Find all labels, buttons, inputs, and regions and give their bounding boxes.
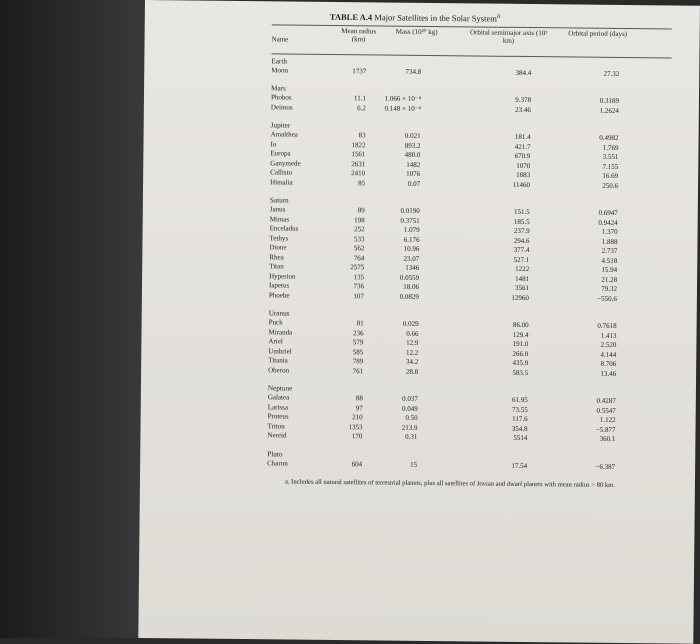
table-title-text: Major Satellites in the Solar System xyxy=(374,12,497,24)
orbital-period-cell: 1.413 xyxy=(600,331,617,340)
mass-cell: 1076 xyxy=(406,170,421,179)
semimajor-axis-cell: 1070 xyxy=(516,161,531,170)
orbital-period-cell: 0.7618 xyxy=(597,322,617,331)
semimajor-axis-cell: 117.6 xyxy=(512,415,528,424)
mean-radius-cell: 170 xyxy=(351,432,363,441)
orbital-period-cell: 2.737 xyxy=(601,247,618,256)
mean-radius-cell: 1353 xyxy=(348,422,363,432)
mass-cell: 10.96 xyxy=(403,245,420,254)
satellite-name: Mimas xyxy=(269,215,290,224)
planet-group xyxy=(267,384,668,446)
semimajor-axis-cell: 421.7 xyxy=(514,142,531,151)
satellite-name: Proteus xyxy=(267,412,289,421)
mean-radius-cell: 97 xyxy=(355,404,363,413)
mean-radius-cell: 2575 xyxy=(350,263,365,272)
header-mass: Mass (10²⁰ kg) xyxy=(395,27,438,36)
mean-radius-cell: 533 xyxy=(353,235,365,244)
orbital-period-cell: 1.122 xyxy=(599,416,616,425)
orbital-period-cell: 4.518 xyxy=(601,256,618,265)
semimajor-axis-cell: 73.55 xyxy=(511,405,528,414)
orbital-period-cell: 0.9424 xyxy=(598,218,618,227)
semimajor-axis-cell: 237.9 xyxy=(513,227,530,236)
planet-group xyxy=(268,309,669,380)
orbital-period-cell: 4.144 xyxy=(600,350,617,359)
satellite-name: Charon xyxy=(267,459,288,468)
footnote: a. Includes all natural satellites of terrestrial planets, plus all satellites of Jovian and dwarf planets with mean radius > 80 km. xyxy=(284,478,616,490)
semimajor-axis-cell: 191.0 xyxy=(512,340,529,349)
mass-cell: 1.066 × 10⁻⁴ xyxy=(384,94,422,104)
mass-cell: 213.9 xyxy=(401,423,418,432)
mass-cell: 0.66 xyxy=(406,329,419,338)
mass-cell: 0.0559 xyxy=(399,273,420,282)
header-radius: Mean radius (km) xyxy=(341,26,377,44)
satellite-name: Himalia xyxy=(270,178,293,187)
mean-radius-cell: 210 xyxy=(352,413,363,422)
mean-radius-cell: 2410 xyxy=(351,169,366,178)
satellite-name: Deimos xyxy=(270,103,293,112)
satellite-name: Amalthea xyxy=(270,130,298,139)
mass-cell: 12.2 xyxy=(406,348,419,357)
semimajor-axis-cell: 3561 xyxy=(514,284,530,293)
planet-name: Jupiter xyxy=(270,121,291,130)
orbital-period-cell: 2.520 xyxy=(600,341,617,350)
mean-radius-cell: 789 xyxy=(352,357,364,366)
semimajor-axis-cell: 129.4 xyxy=(512,330,529,339)
mean-radius-cell: 1737 xyxy=(352,67,367,76)
mean-radius-cell: 81 xyxy=(356,319,364,328)
mean-radius-cell: 764 xyxy=(353,254,365,263)
orbital-period-cell: −6.387 xyxy=(595,462,616,471)
semimajor-axis-cell: 12960 xyxy=(511,293,529,302)
planet-name: Earth xyxy=(271,57,287,66)
satellite-name: Enceladus xyxy=(269,224,299,233)
planet-name: Saturn xyxy=(269,196,289,205)
orbital-period-cell: 13.46 xyxy=(600,369,617,378)
mass-cell: 0.50 xyxy=(405,414,418,423)
orbital-period-cell: 21.28 xyxy=(601,275,618,284)
satellite-name: Phoebe xyxy=(268,291,290,300)
semimajor-axis-cell: 17.54 xyxy=(511,461,528,470)
satellite-name: Moon xyxy=(271,66,289,75)
mass-cell: 0.3751 xyxy=(400,216,420,225)
satellite-name: Dione xyxy=(269,243,287,252)
satellite-name: Io xyxy=(270,140,277,149)
planet-group xyxy=(269,196,670,305)
orbital-period-cell: 15.94 xyxy=(601,266,618,275)
satellite-name: Tethys xyxy=(269,234,289,243)
semimajor-axis-cell: 185.5 xyxy=(513,217,530,226)
mass-cell: 0.0190 xyxy=(400,207,420,216)
mean-radius-cell: 85 xyxy=(358,179,366,188)
orbital-period-cell: 0.5547 xyxy=(596,406,616,415)
satellite-name: Nereid xyxy=(267,431,287,440)
orbital-period-cell: 1.370 xyxy=(601,228,618,237)
semimajor-axis-cell: 181.4 xyxy=(514,133,531,142)
mass-cell: 734.8 xyxy=(405,67,422,76)
table-body xyxy=(267,56,671,473)
semimajor-axis-cell: 9.378 xyxy=(515,96,532,105)
mass-cell: 0.148 × 10⁻⁴ xyxy=(384,104,421,113)
title-note-marker: a xyxy=(496,11,501,20)
mass-cell: 1346 xyxy=(405,264,420,273)
orbital-period-cell: 7.155 xyxy=(602,162,619,171)
mass-cell: 0.029 xyxy=(402,320,419,329)
planet-name: Mars xyxy=(271,84,286,93)
satellite-name: Rhea xyxy=(269,253,284,262)
header-name: Name xyxy=(271,35,289,44)
semimajor-axis-cell: 266.0 xyxy=(512,349,529,358)
table-container xyxy=(267,9,672,490)
orbital-period-cell: 1.2624 xyxy=(599,106,619,115)
orbital-period-cell: −5.877 xyxy=(595,425,616,434)
mass-cell: 1.079 xyxy=(403,226,420,235)
planet-group xyxy=(271,84,671,117)
mean-radius-cell: 2631 xyxy=(351,159,366,169)
semimajor-axis-cell: 1883 xyxy=(516,171,531,180)
satellite-name: Iapetus xyxy=(268,281,290,290)
orbital-period-cell: 3.551 xyxy=(602,153,619,162)
semimajor-axis-cell: 151.5 xyxy=(514,208,530,217)
satellite-name: Larissa xyxy=(267,403,289,412)
table-label: TABLE A.4 xyxy=(329,11,373,23)
orbital-period-cell: 16.69 xyxy=(602,172,619,181)
mass-cell: 0.31 xyxy=(405,433,418,442)
mass-cell: 23.07 xyxy=(403,254,420,263)
mean-radius-cell: 236 xyxy=(352,329,364,338)
mass-cell: 0.021 xyxy=(404,132,421,141)
mean-radius-cell: 585 xyxy=(352,348,364,357)
satellite-name: Miranda xyxy=(268,328,293,337)
table-title xyxy=(330,10,672,25)
orbital-period-cell: 360.1 xyxy=(599,435,616,444)
mean-radius-cell: 6.2 xyxy=(357,104,366,113)
semimajor-axis-cell: 1222 xyxy=(515,265,530,274)
planet-name: Neptune xyxy=(267,384,293,393)
mean-radius-cell: 135 xyxy=(353,273,365,282)
mean-radius-cell: 1561 xyxy=(351,150,366,159)
semimajor-axis-cell: 583.5 xyxy=(512,368,529,377)
satellite-name: Hyperion xyxy=(269,272,296,281)
mean-radius-cell: 107 xyxy=(353,292,364,301)
mean-radius-cell: 252 xyxy=(354,225,365,234)
mean-radius-cell: 579 xyxy=(352,338,364,347)
satellite-name: Europa xyxy=(270,149,291,158)
orbital-period-cell: 0.3189 xyxy=(599,97,620,106)
orbital-period-cell: 0.4287 xyxy=(596,397,616,406)
mean-radius-cell: 89 xyxy=(357,206,365,215)
orbital-period-cell: 1.769 xyxy=(602,143,619,152)
mass-cell: 0.049 xyxy=(401,404,418,413)
mass-cell: 480.0 xyxy=(404,151,421,160)
orbital-period-cell: 1.888 xyxy=(601,237,618,246)
mass-cell: 6.176 xyxy=(403,235,420,244)
mass-cell: 893.2 xyxy=(404,141,421,150)
mean-radius-cell: 198 xyxy=(354,216,365,225)
header-period: Orbital period (days) xyxy=(568,29,628,38)
satellite-name: Titania xyxy=(268,356,288,365)
mean-radius-cell: 88 xyxy=(355,394,363,403)
mass-cell: 0.037 xyxy=(402,395,418,404)
mass-cell: 1482 xyxy=(406,160,421,169)
semimajor-axis-cell: 384.4 xyxy=(515,68,532,77)
table-header xyxy=(271,25,671,57)
semimajor-axis-cell: 670.9 xyxy=(514,152,531,161)
mass-cell: 12.9 xyxy=(406,339,419,348)
semimajor-axis-cell: 435.9 xyxy=(512,359,529,368)
book-page xyxy=(138,0,700,644)
satellite-name: Ganymede xyxy=(270,159,301,168)
header-axis: Orbital semimajor axis (10³ km) xyxy=(469,28,548,45)
mass-cell: 28.8 xyxy=(405,367,419,376)
satellite-name: Callisto xyxy=(270,168,293,177)
mean-radius-cell: 604 xyxy=(351,460,363,469)
satellite-name: Umbriel xyxy=(268,347,292,356)
orbital-period-cell: 250.6 xyxy=(602,181,619,190)
background-shadow xyxy=(0,0,145,638)
satellite-name: Janus xyxy=(269,205,286,214)
orbital-period-cell: 79.32 xyxy=(601,285,618,294)
satellite-name: Puck xyxy=(268,318,283,327)
mean-radius-cell: 761 xyxy=(352,367,364,376)
planet-group xyxy=(267,449,667,473)
mass-cell: 34.2 xyxy=(405,358,419,367)
satellite-name: Galatea xyxy=(267,393,290,402)
satellite-name: Triton xyxy=(267,422,285,431)
semimajor-axis-cell: 11460 xyxy=(512,180,531,189)
satellite-name: Titan xyxy=(269,262,284,271)
planet-group xyxy=(270,121,671,192)
orbital-period-cell: 0.6947 xyxy=(598,209,618,218)
mean-radius-cell: 562 xyxy=(353,244,365,253)
semimajor-axis-cell: 294.6 xyxy=(513,236,530,245)
semimajor-axis-cell: 527.1 xyxy=(513,255,530,264)
mean-radius-cell: 83 xyxy=(358,131,366,140)
planet-name: Uranus xyxy=(268,309,290,318)
semimajor-axis-cell: 61.95 xyxy=(512,396,528,405)
mass-cell: 15 xyxy=(410,460,418,469)
orbital-period-cell: −550.6 xyxy=(597,294,617,303)
planet-name: Pluto xyxy=(267,450,283,459)
satellite-name: Phobos xyxy=(270,93,292,102)
mass-cell: 18.06 xyxy=(403,283,420,292)
semimajor-axis-cell: 23.46 xyxy=(515,105,531,114)
orbital-period-cell: 8.706 xyxy=(600,360,617,369)
satellite-name: Oberon xyxy=(268,366,290,375)
semimajor-axis-cell: 86.00 xyxy=(512,321,529,330)
mean-radius-cell: 11.1 xyxy=(353,94,367,103)
mass-cell: 0.07 xyxy=(407,179,421,188)
satellite-name: Ariel xyxy=(268,337,283,346)
semimajor-axis-cell: 1481 xyxy=(515,274,530,283)
semimajor-axis-cell: 5514 xyxy=(513,434,528,443)
mean-radius-cell: 1822 xyxy=(351,140,366,150)
semimajor-axis-cell: 377.4 xyxy=(513,246,530,255)
semimajor-axis-cell: 354.8 xyxy=(511,424,528,433)
orbital-period-cell: 27.32 xyxy=(603,69,620,78)
orbital-period-cell: 0.4982 xyxy=(599,134,619,143)
mass-cell: 0.0829 xyxy=(399,292,419,301)
mean-radius-cell: 736 xyxy=(353,282,365,291)
planet-group xyxy=(271,56,671,80)
